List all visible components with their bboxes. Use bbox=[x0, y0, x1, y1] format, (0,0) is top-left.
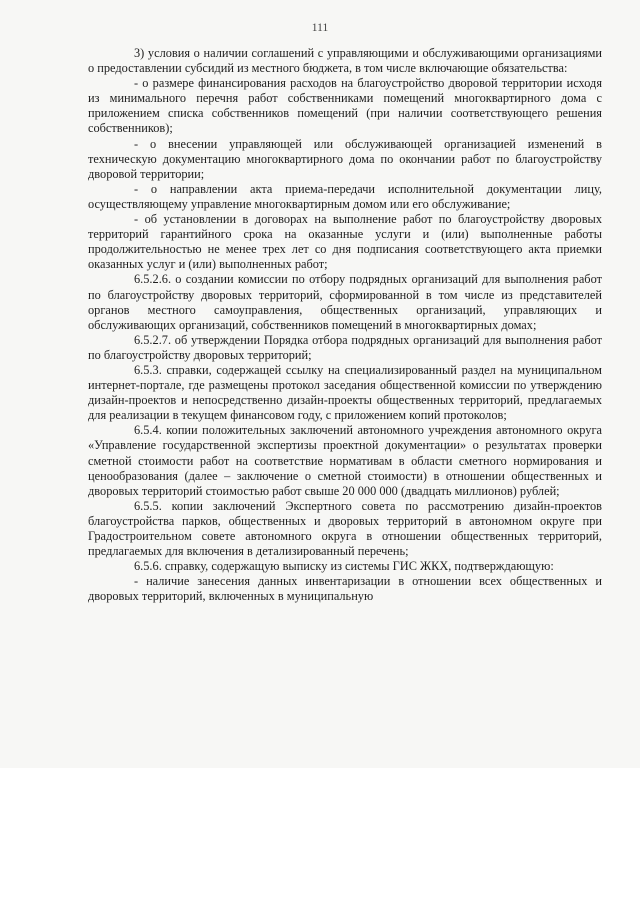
paragraph-financing: - о размере финансирования расходов на благоустройство дворовой территории исходя из минимального перечня работ собственниками помещений многоквартирного дома с приложением списка собственников помещений (при наличии соответствующего решения собственников); bbox=[88, 76, 602, 136]
paragraph-6-5-4: 6.5.4. копии положительных заключений автономного учреждения автономного округа «Управление государственной экспертизы проектной документации» о результатах проверки сметной стоимости работ на соответствие нормативам в области сметного нормирования и ценообразования (далее – заключение о сметной стоимости) в отношении общественных и дворовых территорий стоимостью работ свыше 20 000 000 (двадцать миллионов) рублей; bbox=[88, 423, 602, 498]
paragraph-6-5-3: 6.5.3. справки, содержащей ссылку на специализированный раздел на муниципальном интернет-портале, где размещены протокол заседания общественной комиссии по утверждению дизайн-проектов и непосредственно дизайн-проекты общественных территорий, предлагаемых для реализации в текущем финансовом году, с приложением копий протоколов; bbox=[88, 362, 602, 423]
paragraph-6-5-2-6: 6.5.2.6. о создании комиссии по отбору подрядных организаций для выполнения работ по благоустройству дворовых территорий, сформированной в том числе из представителей органов местного самоуправления, общественных организаций, управляющих и обслуживающих организаций, собственников помещений в многоквартирных домах; bbox=[88, 272, 602, 332]
document-body bbox=[88, 46, 602, 604]
paragraph-warranty: - об установлении в договорах на выполнение работ по благоустройству дворовых территорий гарантийного срока на оказанные услуги и (или) выполненные работы продолжительностью не менее трех лет со дня подписания соответствующего акта приемки оказанных услуг и (или) выполненных работ; bbox=[88, 212, 602, 272]
paragraph-inventory: - наличие занесения данных инвентаризации в отношении всех общественных и дворовых территорий, включенных в муниципальную bbox=[88, 574, 602, 604]
paragraph-6-5-2-7: 6.5.2.7. об утверждении Порядка отбора подрядных организаций для выполнения работ по благоустройству дворовых территорий; bbox=[88, 332, 602, 362]
paragraph-acceptance-act: - о направлении акта приема-передачи исполнительной документации лицу, осуществляющему управление многоквартирным домом или его обслуживание; bbox=[88, 181, 602, 211]
paragraph-conditions: 3) условия о наличии соглашений с управляющими и обслуживающими организациями о предоставлении субсидий из местного бюджета, в том числе включающие обязательства: bbox=[88, 46, 602, 76]
paragraph-6-5-5: 6.5.5. копии заключений Экспертного совета по рассмотрению дизайн-проектов благоустройства парков, общественных и дворовых территорий в автономном округе при Градостроительном совете автономного округа в отношении общественных территорий, предлагаемых для включения в детализированный перечень; bbox=[88, 498, 602, 559]
page-number: 111 bbox=[311, 22, 329, 34]
paragraph-tech-docs: - о внесении управляющей или обслуживающей организацией изменений в техническую документацию многоквартирного дома по окончании работ по благоустройству дворовой территории; bbox=[88, 136, 602, 181]
paragraph-6-5-6: 6.5.6. справку, содержащую выписку из системы ГИС ЖКХ, подтверждающую: bbox=[134, 559, 554, 574]
